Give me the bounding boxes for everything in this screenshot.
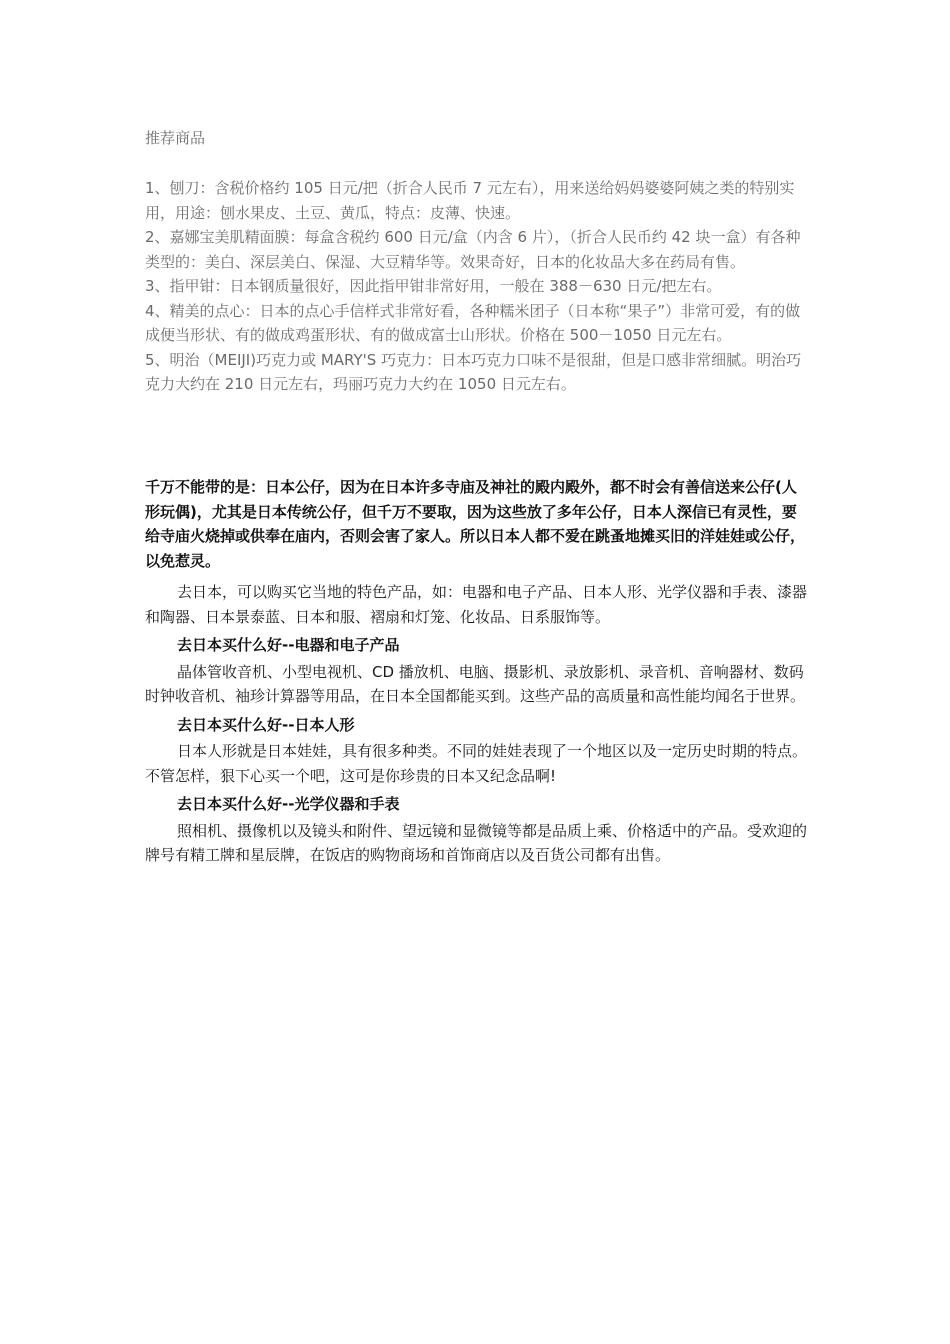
section-title: 推荐商品 [145,129,206,147]
shopping-guide [145,580,815,868]
warning-paragraph: 千万不能带的是：日本公仔，因为在日本许多寺庙及神社的殿内殿外，都不时会有善信送来公仔(人形玩偶)，尤其是日本传统公仔，但千万不要取，因为这些放了多年公仔，日本人深信已有灵性，要给寺庙火烧掉或供奉在庙内，否则会害了家人。所以日本人都不爱在跳蚤地摊买旧的洋娃娃或公仔，以免惹灵。 [145,478,806,570]
recommended-items-list [145,176,810,397]
intro-paragraph: 去日本，可以购买它当地的特色产品，如：电器和电子产品、日本人形、光学仪器和手表、漆器和陶器、日本景泰蓝、日本和服、褶扇和灯笼、化妆品、日系服饰等。 [145,583,808,626]
list-item: 4、精美的点心：日本的点心手信样式非常好看，各种糯米团子（日本称“果子”）非常可爱，有的做成便当形状、有的做成鸡蛋形状、有的做成富士山形状。价格在 500－1050 日元左右。 [145,301,801,344]
list-item: 1、刨刀：含税价格约 105 日元/把（折合人民币 7 元左右），用来送给妈妈婆婆阿姨之类的特别实用，用途：刨水果皮、土豆、黄瓜，特点：皮薄、快速。 [145,179,795,222]
section-heading-dolls: 去日本买什么好--日本人形 [177,715,355,734]
section-text-electronics: 晶体管收音机、小型电视机、CD 播放机、电脑、摄影机、录放影机、录音机、音响器材、数码时钟收音机、袖珍计算器等用品，在日本全国都能买到。这些产品的高质量和高性能均闻名于世界。 [145,662,806,705]
section-text-dolls: 日本人形就是日本娃娃，具有很多种类。不同的娃娃表现了一个地区以及一定历史时期的特点。不管怎样，狠下心买一个吧，这可是你珍贵的日本又纪念品啊! [145,742,808,785]
list-item: 2、嘉娜宝美肌精面膜：每盒含税约 600 日元/盒（内含 6 片），（折合人民币约 42 块一盒）有各种类型的：美白、深层美白、保湿、大豆精华等。效果奇好，日本的化妆品大多在药局有售。 [145,228,801,271]
section-heading-electronics: 去日本买什么好--电器和电子产品 [177,636,400,654]
section-heading-optics: 去日本买什么好--光学仪器和手表 [177,795,400,813]
section-text-optics: 照相机、摄像机以及镜头和附件、望远镜和显微镜等都是品质上乘、价格适中的产品。受欢迎的牌号有精工牌和星辰牌，在饭店的购物商场和首饰商店以及百货公司都有出售。 [145,821,808,864]
list-item: 3、指甲钳：日本钢质量很好，因此指甲钳非常好用，一般在 388－630 日元/把左右。 [145,277,722,295]
list-item: 5、明治（MEIJI)巧克力或 MARY'S 巧克力：日本巧克力口味不是很甜，但是口感非常细腻。明治巧克力大约在 210 日元左右，玛丽巧克力大约在 1050 日元左右。 [145,350,802,393]
